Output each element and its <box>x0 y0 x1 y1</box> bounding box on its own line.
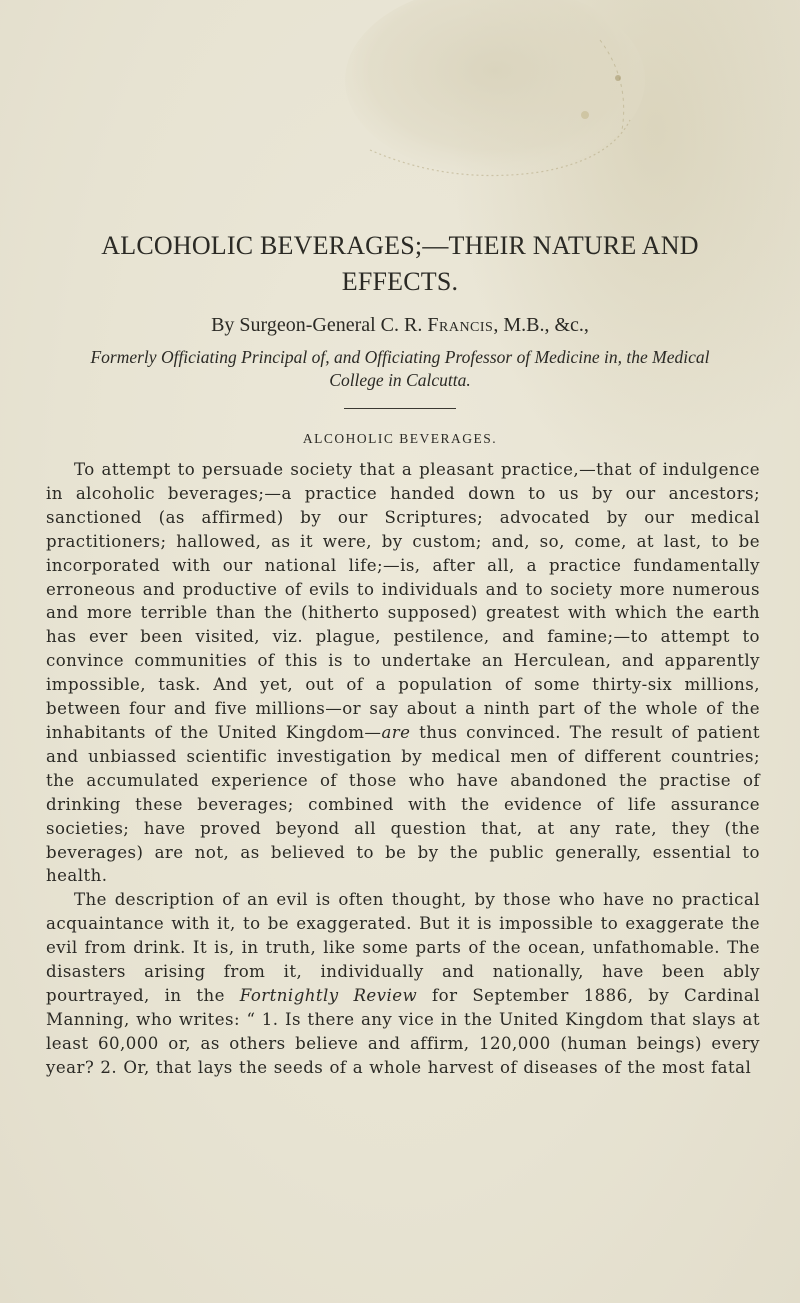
article-body <box>46 458 760 1080</box>
divider-rule <box>344 408 456 409</box>
paragraph-2-text-b: for September 1886, by Cardinal Manning, who writes: “ 1. Is there any vice in the United Kingdom that slays at least 60,000 or, as others believe and affirm, 120,000 (human beings) every year? 2. Or, that lays the seeds of a whole harvest of diseases of the most fatal <box>46 985 760 1077</box>
section-heading: ALCOHOLIC BEVERAGES. <box>302 431 498 446</box>
paragraph-1-text-b: thus convinced. The result of patient and unbiassed scientific investigation by medical men of different countries; the accumulated experience of those who have abandoned the practise of drinking these beverages; combined with the evidence of life assurance societies; have proved beyond all question that, at any rate, they (the beverages) are not, as believed to be by the public generally, essential to health. <box>46 722 761 886</box>
paragraph-2-text-a: The description of an evil is often thought, by those who have no practical acquaintance with it, to be exaggerated. But it is impossible to exaggerate the evil from drink. It is, in truth, like some parts of the ocean, unfathomable. The disasters arising from it, individually and nationally, have been ably pourtrayed, in the <box>46 890 760 1005</box>
paper-stain <box>330 0 660 195</box>
byline-prefix: By Surgeon-General C. R. <box>211 314 428 336</box>
paragraph-2 <box>46 888 760 1079</box>
author-affiliation: Formerly Officiating Principal of, and Officiating Professor of Medicine in, the Medical College in Calcutta. <box>90 347 710 390</box>
paragraph-1-emphasis: are <box>381 722 411 742</box>
article-title: ALCOHOLIC BEVERAGES;—THEIR NATURE AND EFFECTS. <box>101 231 699 296</box>
byline-suffix: , M.B., &c., <box>493 314 589 336</box>
paragraph-1-text-a: To attempt to persuade society that a pleasant practice,—that of indulgence in alcoholic beverages;—a practice handed down to us by our ancestors; sanctioned (as affirmed) by our Scriptures; advocated by our medical practitioners; hallowed, as it were, by custom; and, so, come, at last, to be incorporated with our national life;—is, after all, a practice fundamentally erroneous and productive of evils to individuals and to society more numerous and more terrible than the (hitherto supposed) greatest with which the earth has ever been visited, viz. plague, pestilence, and famine;—to attempt to convince communities of this is to undertake an Herculean, and apparently impossible, task. And yet, out of a population of some thirty-six millions, between four and five millions—or say about a ninth part of the whole of the inhabitants of the United Kingdom— <box>46 460 760 742</box>
author-byline <box>60 312 740 338</box>
author-name: Francis <box>427 314 494 336</box>
journal-title: Fortnightly Review <box>239 985 418 1005</box>
paragraph-1 <box>46 458 760 888</box>
